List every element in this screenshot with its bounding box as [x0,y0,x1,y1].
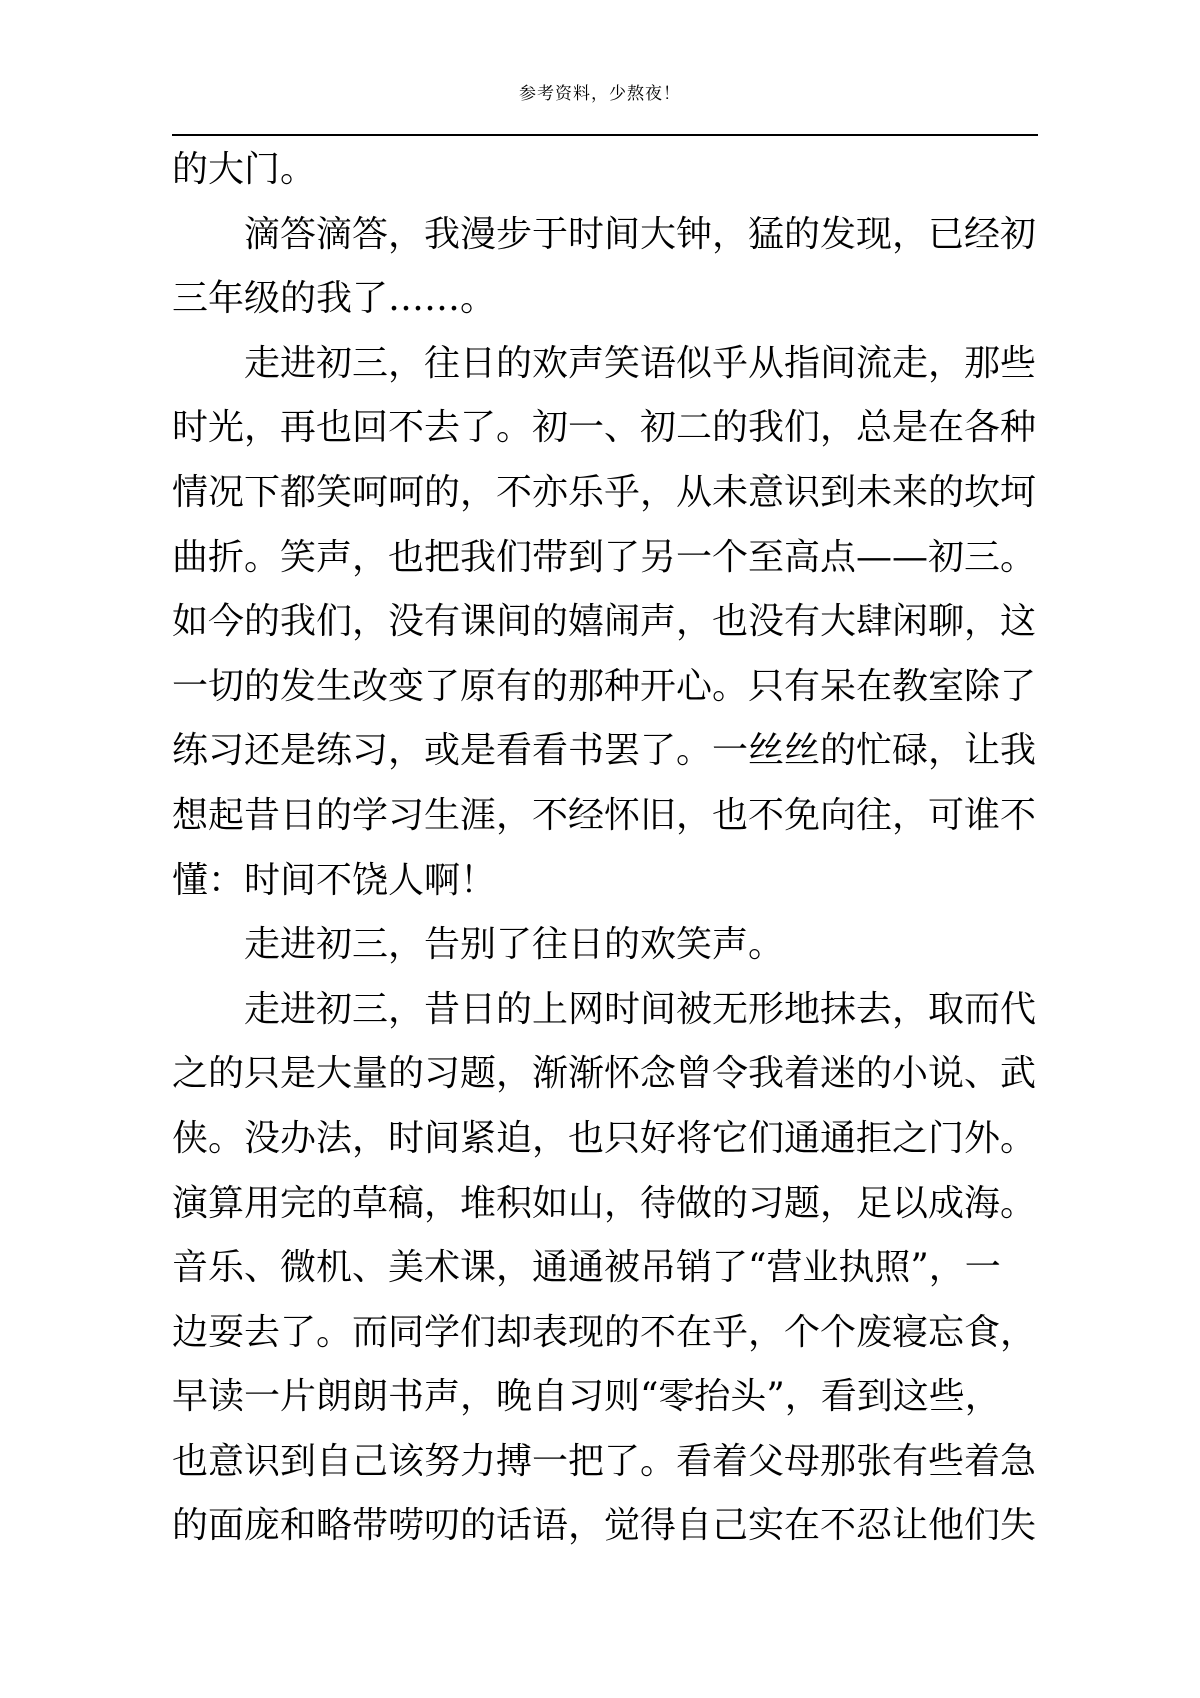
text-line: 音乐、微机、美术课，通通被吊销了“营业执照”，一 [172,1247,1001,1289]
text-line: 三年级的我了……。 [172,278,497,320]
text-line: 边耍去了。而同学们却表现的不在乎，个个废寝忘食， [172,1311,1037,1353]
text-line: 演算用完的草稿，堆积如山，待做的习题，足以成海。 [172,1182,1037,1224]
text-line: 想起昔日的学习生涯，不经怀旧，也不免向往，可谁不 [172,794,1037,836]
document-body [172,138,1038,1559]
text-line: 如今的我们，没有课间的嬉闹声，也没有大肆闲聊，这 [172,601,1037,643]
text-line: 时光，再也回不去了。初一、初二的我们，总是在各种 [172,407,1037,449]
text-line: 练习还是练习，或是看看书罢了。一丝丝的忙碌，让我 [172,730,1037,772]
text-line: 情况下都笑呵呵的，不亦乐乎，从未意识到未来的坎坷 [172,471,1037,513]
text-line: 一切的发生改变了原有的那种开心。只有呆在教室除了 [172,665,1037,707]
text-line: 滴答滴答，我漫步于时间大钟，猛的发现，已经初 [244,213,1037,255]
text-line: 曲折。笑声，也把我们带到了另一个至高点——初三。 [172,536,1037,578]
text-line: 的大门。 [172,149,317,190]
header-divider [172,134,1038,136]
text-line: 早读一片朗朗书声，晚自习则“零抬头”，看到这些， [172,1376,1001,1418]
text-line: 懂：时间不饶人啊！ [172,859,497,901]
text-line: 走进初三，往日的欢声笑语似乎从指间流走，那些 [244,342,1037,384]
text-line: 走进初三，昔日的上网时间被无形地抹去，取而代 [244,988,1037,1030]
text-line: 走进初三，告别了往日的欢笑声。 [244,924,785,966]
text-line: 之的只是大量的习题，渐渐怀念曾令我着迷的小说、武 [172,1053,1037,1095]
page-header: 参考资料，少熬夜！ [519,84,681,104]
text-line: 侠。没办法，时间紧迫，也只好将它们通通拒之门外。 [172,1117,1037,1159]
text-line: 的面庞和略带唠叨的话语，觉得自己实在不忍让他们失 [172,1505,1037,1547]
text-line: 也意识到自己该努力搏一把了。看着父母那张有些着急 [172,1440,1037,1482]
